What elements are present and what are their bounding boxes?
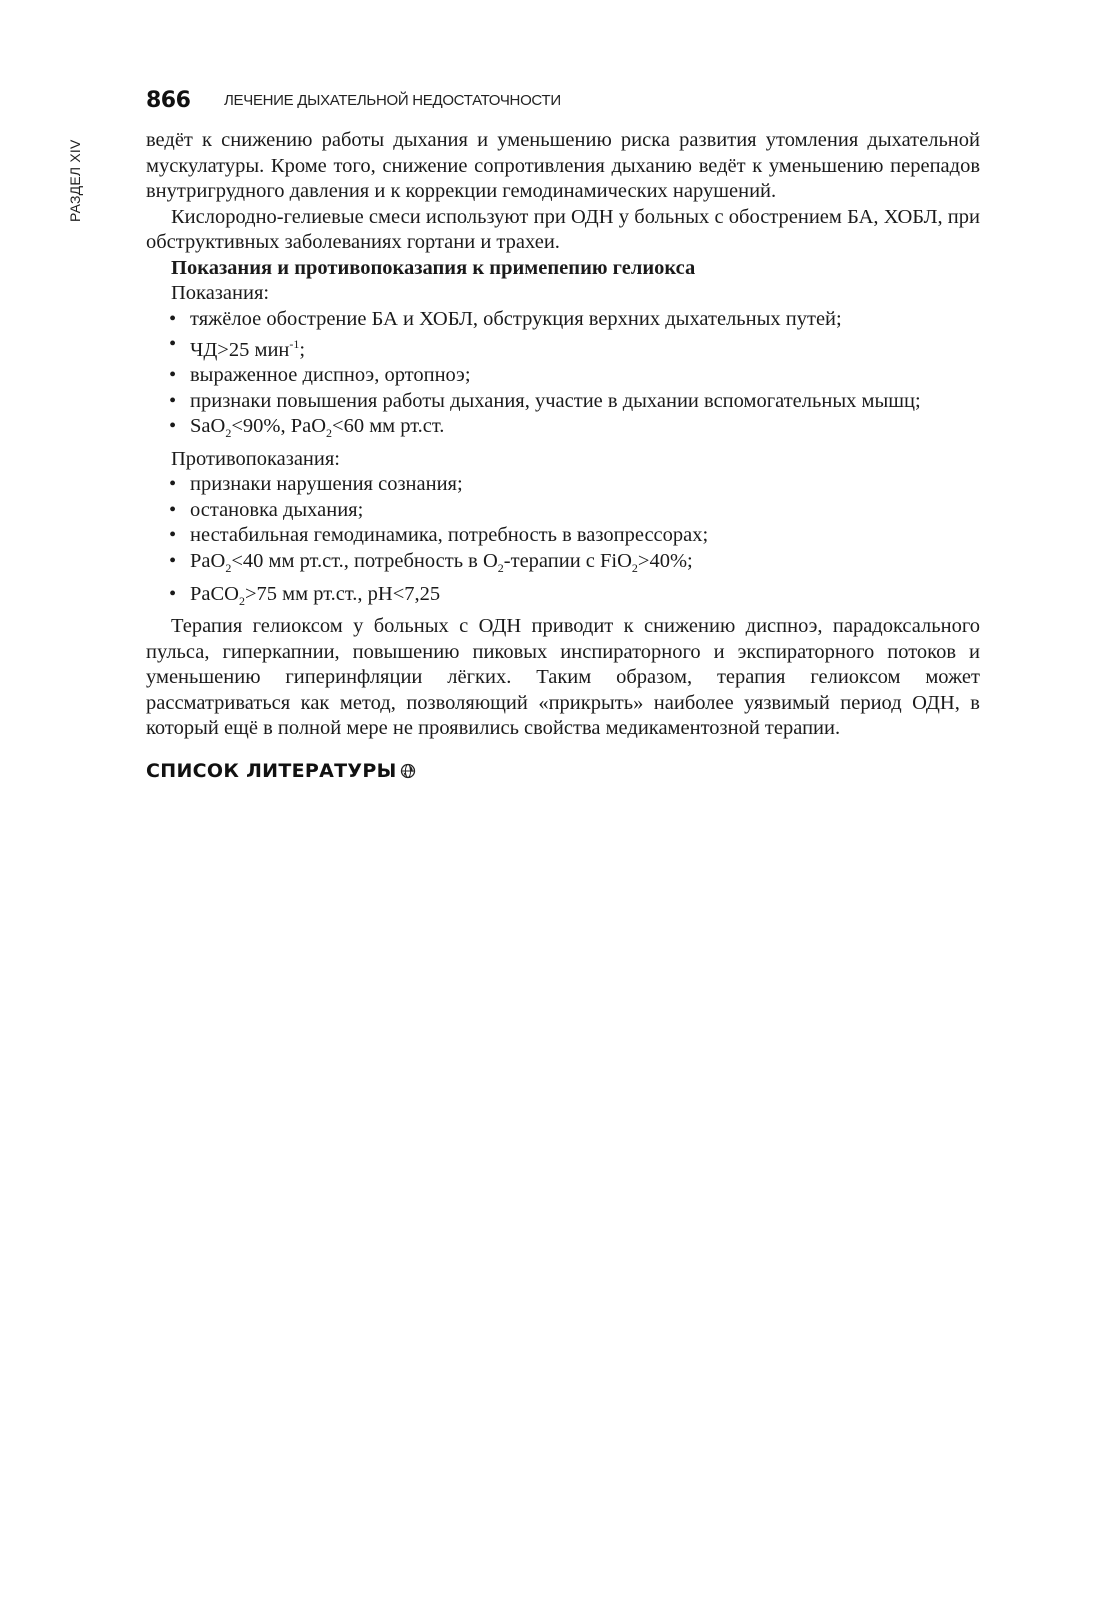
- list-item: • выраженное диспноэ, ортопноэ;: [190, 363, 980, 389]
- indications-list: [146, 307, 980, 447]
- list-item: • нестабильная гемодинамика, потребность в вазопрессорах;: [190, 523, 980, 549]
- paragraph-3: Терапия гелиоксом у больных с ОДН приводит к снижению диспноэ, парадоксального пульса, гиперкапнии, повышению пиковых инспираторного и экспираторного потоков и уменьшению гиперинфляции лёгких. Таким образом, терапия гелиоксом может рассматриваться как метод, позволяющий «прикрыть» наиболее уязвимый период ОДН, в который ещё в полной мере не проявились свойства медикаментозной терапии.: [146, 615, 980, 740]
- indications-label: Показания:: [171, 282, 270, 304]
- list-item: • PaO$_2$<40 мм рт.ст., потребность в $O_2$-терапии с FiO$_2$>40%;: [190, 549, 980, 582]
- running-head: ЛЕЧЕНИЕ ДЫХАТЕЛЬНОЙ НЕДОСТАТОЧНОСТИ: [224, 92, 561, 109]
- list-item: • PaCO$_2$>75 мм рт.ст., pH<7,25: [190, 582, 980, 615]
- page-header: [146, 86, 986, 116]
- list-item: • тяжёлое обострение БА и ХОБЛ, обструкция верхних дыхательных путей;: [190, 307, 980, 333]
- page-body: [146, 128, 980, 786]
- list-item: • остановка дыхания;: [190, 498, 980, 524]
- section-tab: РАЗДЕЛ XIV: [67, 139, 83, 222]
- list-item: • признаки нарушения сознания;: [190, 472, 980, 498]
- paragraph-2: Кислородно-гелиевые смеси используют при ОДН у больных с обострением БА, ХОБЛ, при обструктивных заболеваниях гортани и трахеи.: [146, 205, 980, 253]
- contraindications-list: [146, 472, 980, 614]
- paragraph-1: ведёт к снижению работы дыхания и уменьшению риска развития утомления дыхательной мускулатуры. Кроме того, снижение сопротивления дыханию ведёт к уменьшению перепадов внутригрудного давления и к коррекции гемодинамических нарушений.: [146, 129, 980, 202]
- globe-icon[interactable]: [400, 760, 416, 786]
- bibliography-heading: [146, 758, 980, 786]
- list-item: • SaO$_2$<90%, PaO$_2$<60 мм рт.ст.: [190, 414, 980, 447]
- page-number: 866: [146, 88, 191, 113]
- list-item: • признаки повышения работы дыхания, участие в дыхании вспомогательных мышц;: [190, 389, 980, 415]
- bibliography-heading-text: СПИСОК ЛИТЕРАТУРЫ: [146, 759, 397, 782]
- list-item: • ЧД>25 мин$^{-1}$;: [190, 332, 980, 363]
- section-subheading: Показания и противопоказапия к примепепию гелиокса: [171, 256, 696, 279]
- contraindications-label: Противопоказания:: [171, 447, 340, 470]
